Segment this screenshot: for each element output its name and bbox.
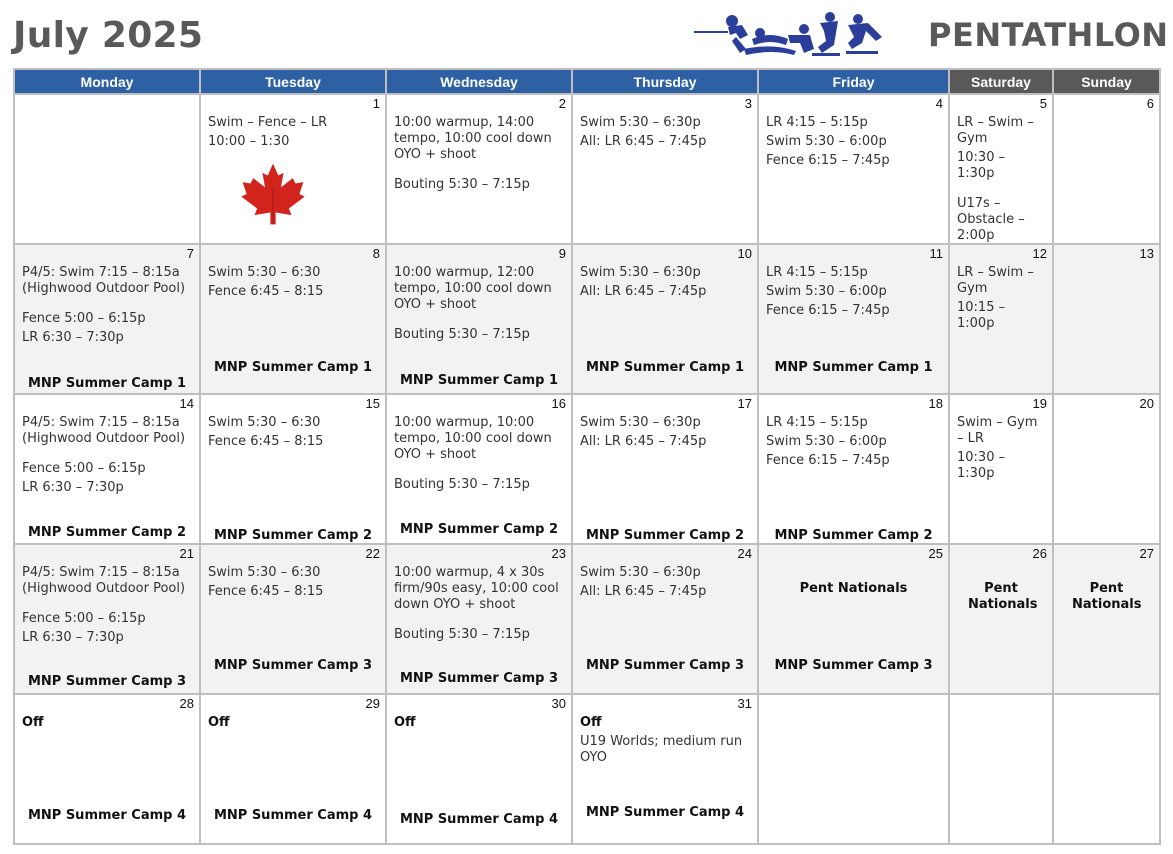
day-number: 30: [551, 696, 566, 711]
header-saturday: Saturday: [949, 69, 1053, 94]
day-number: 15: [365, 396, 380, 411]
day-number: 11: [929, 246, 943, 261]
header-monday: Monday: [14, 69, 200, 94]
event: U19 Worlds; medium run OYO: [580, 734, 743, 765]
day-number: 7: [186, 246, 194, 261]
event: LR 6:30 – 7:30p: [22, 480, 124, 495]
week-row: [14, 394, 1160, 544]
day-cell: [386, 694, 572, 844]
event: LR 6:30 – 7:30p: [22, 330, 124, 345]
week-row: [14, 94, 1160, 244]
event: Swim 5:30 – 6:00p: [766, 134, 887, 149]
event: Swim 5:30 – 6:30: [208, 565, 321, 580]
event: All: LR 6:45 – 7:45p: [580, 284, 707, 299]
day-cell: [758, 544, 949, 694]
day-cell: [758, 244, 949, 394]
event: Fence 5:00 – 6:15p: [22, 461, 146, 476]
day-cell: [386, 394, 572, 544]
event: All: LR 6:45 – 7:45p: [580, 134, 707, 149]
event: LR 6:30 – 7:30p: [22, 630, 124, 645]
event: 10:00 warmup, 12:00 tempo, 10:00 cool down OYO + shoot: [394, 265, 552, 312]
event: Bouting 5:30 – 7:15p: [394, 327, 530, 342]
event: Swim 5:30 – 6:30p: [580, 415, 701, 430]
camp-label: MNP Summer Camp 4: [399, 812, 559, 827]
day-number: 14: [179, 396, 194, 411]
camp-label: MNP Summer Camp 1: [27, 376, 187, 391]
event: Off: [394, 715, 416, 730]
event: 10:30 – 1:30p: [957, 450, 1006, 481]
day-cell: [1053, 544, 1160, 694]
event: Swim 5:30 – 6:00p: [766, 284, 887, 299]
event-highlight: Pent Nationals: [1072, 581, 1142, 612]
camp-label: MNP Summer Camp 2: [27, 525, 187, 540]
day-number: 26: [1032, 546, 1047, 561]
day-number: 3: [744, 96, 752, 111]
event: Fence 6:15 – 7:45p: [766, 303, 890, 318]
day-cell: [572, 694, 758, 844]
event: Fence 6:45 – 8:15: [208, 284, 324, 299]
event: P4/5: Swim 7:15 – 8:15a (Highwood Outdoor Pool): [22, 565, 186, 596]
day-cell: [386, 544, 572, 694]
header-sunday: Sunday: [1053, 69, 1160, 94]
camp-label: MNP Summer Camp 1: [774, 360, 933, 375]
event: P4/5: Swim 7:15 – 8:15a (Highwood Outdoor Pool): [22, 415, 186, 446]
day-cell: [949, 544, 1053, 694]
day-number: 12: [1032, 246, 1047, 261]
header-wednesday: Wednesday: [386, 69, 572, 94]
day-cell: [14, 394, 200, 544]
day-cell: [1053, 394, 1160, 544]
day-cell: [949, 94, 1053, 244]
camp-label: MNP Summer Camp 3: [213, 658, 373, 673]
brand-title: PENTATHLON: [928, 16, 1169, 54]
event: LR – Swim – Gym: [957, 115, 1034, 146]
event-highlight: Pent Nationals: [968, 581, 1038, 612]
event: Swim – Fence – LR: [208, 115, 328, 130]
day-cell: [200, 244, 386, 394]
day-number: 13: [1139, 246, 1154, 261]
week-row: [14, 244, 1160, 394]
day-number: 23: [551, 546, 566, 561]
camp-label: MNP Summer Camp 1: [213, 360, 373, 375]
camp-label: MNP Summer Camp 2: [399, 522, 559, 537]
event: Fence 5:00 – 6:15p: [22, 311, 146, 326]
day-number: 25: [928, 546, 943, 561]
event: Swim 5:30 – 6:30: [208, 415, 321, 430]
camp-label: MNP Summer Camp 4: [585, 805, 745, 820]
day-cell: [14, 544, 200, 694]
day-number: 28: [179, 696, 194, 711]
day-cell-empty: [1053, 694, 1160, 844]
event: Fence 6:15 – 7:45p: [766, 153, 890, 168]
weekday-header-row: [14, 69, 1160, 94]
day-number: 16: [551, 396, 566, 411]
event-highlight: Pent Nationals: [799, 581, 908, 596]
day-number: 4: [935, 96, 943, 111]
event: All: LR 6:45 – 7:45p: [580, 584, 707, 599]
header-tuesday: Tuesday: [200, 69, 386, 94]
event: 10:00 warmup, 10:00 tempo, 10:00 cool down OYO + shoot: [394, 415, 552, 462]
day-number: 21: [179, 546, 194, 561]
day-number: 20: [1139, 396, 1154, 411]
week-row: [14, 694, 1160, 844]
header-thursday: Thursday: [572, 69, 758, 94]
header-friday: Friday: [758, 69, 949, 94]
maple-leaf-icon: [237, 161, 309, 227]
event: Bouting 5:30 – 7:15p: [394, 477, 530, 492]
event: Swim 5:30 – 6:30p: [580, 265, 701, 280]
calendar-month-title: July 2025: [13, 15, 204, 56]
day-number: 5: [1039, 96, 1047, 111]
event: Fence 5:00 – 6:15p: [22, 611, 146, 626]
day-cell: [200, 94, 386, 244]
event: 10:00 warmup, 4 x 30s firm/90s easy, 10:00 cool down OYO + shoot: [394, 565, 559, 612]
day-cell: [758, 94, 949, 244]
event: Swim 5:30 – 6:00p: [766, 434, 887, 449]
event: LR 4:15 – 5:15p: [766, 115, 868, 130]
day-number: 29: [365, 696, 380, 711]
day-cell: [386, 94, 572, 244]
day-cell-empty: [949, 694, 1053, 844]
event: Swim 5:30 – 6:30: [208, 265, 321, 280]
camp-label: MNP Summer Camp 1: [585, 360, 745, 375]
event: Swim 5:30 – 6:30p: [580, 565, 701, 580]
event: Bouting 5:30 – 7:15p: [394, 177, 530, 192]
event: Swim 5:30 – 6:30p: [580, 115, 701, 130]
day-cell-empty: [758, 694, 949, 844]
camp-label: MNP Summer Camp 2: [585, 528, 745, 543]
event: Fence 6:15 – 7:45p: [766, 453, 890, 468]
day-number: 2: [558, 96, 566, 111]
event: 10:00 warmup, 14:00 tempo, 10:00 cool down OYO + shoot: [394, 115, 552, 162]
event: 10:15 – 1:00p: [957, 300, 1006, 331]
event: Off: [208, 715, 230, 730]
event: Bouting 5:30 – 7:15p: [394, 627, 530, 642]
calendar-grid: [13, 68, 1161, 845]
event: Off: [22, 715, 44, 730]
day-cell: [1053, 94, 1160, 244]
day-number: 8: [372, 246, 380, 261]
day-cell: [949, 244, 1053, 394]
day-cell: [14, 244, 200, 394]
camp-label: MNP Summer Camp 3: [399, 671, 559, 686]
day-number: 9: [558, 246, 566, 261]
event: P4/5: Swim 7:15 – 8:15a (Highwood Outdoor Pool): [22, 265, 186, 296]
camp-label: MNP Summer Camp 3: [774, 658, 933, 673]
day-cell: [572, 544, 758, 694]
day-number: 22: [365, 546, 380, 561]
camp-label: MNP Summer Camp 2: [213, 528, 373, 543]
day-number: 31: [737, 696, 752, 711]
event: Swim – Gym – LR: [957, 415, 1038, 446]
day-number: 19: [1032, 396, 1047, 411]
day-cell: [572, 94, 758, 244]
day-cell: [386, 244, 572, 394]
event: U17s – Obstacle – 2:00p: [957, 196, 1025, 243]
week-row: [14, 544, 1160, 694]
day-number: 1: [372, 96, 380, 111]
day-cell: [1053, 244, 1160, 394]
day-number: 6: [1146, 96, 1154, 111]
day-cell: [14, 694, 200, 844]
event: LR 4:15 – 5:15p: [766, 415, 868, 430]
event: LR 4:15 – 5:15p: [766, 265, 868, 280]
day-cell: [572, 394, 758, 544]
event: Off: [580, 715, 602, 730]
day-cell: [200, 694, 386, 844]
event: Fence 6:45 – 8:15: [208, 584, 324, 599]
camp-label: MNP Summer Camp 1: [399, 373, 559, 388]
day-cell: [200, 544, 386, 694]
event: LR – Swim – Gym: [957, 265, 1034, 296]
event: Fence 6:45 – 8:15: [208, 434, 324, 449]
camp-label: MNP Summer Camp 3: [27, 674, 187, 689]
day-number: 17: [737, 396, 752, 411]
day-cell: [758, 394, 949, 544]
day-number: 27: [1139, 546, 1154, 561]
event: 10:30 – 1:30p: [957, 150, 1006, 181]
day-number: 18: [928, 396, 943, 411]
day-cell: [949, 394, 1053, 544]
day-number: 24: [737, 546, 752, 561]
event: 10:00 – 1:30: [208, 134, 290, 149]
day-cell-empty: [14, 94, 200, 244]
day-cell: [572, 244, 758, 394]
camp-label: MNP Summer Camp 4: [213, 808, 373, 823]
camp-label: MNP Summer Camp 2: [774, 528, 933, 543]
camp-label: MNP Summer Camp 4: [27, 808, 187, 823]
day-cell: [200, 394, 386, 544]
pentathlon-logo: [692, 9, 890, 61]
camp-label: MNP Summer Camp 3: [585, 658, 745, 673]
event: All: LR 6:45 – 7:45p: [580, 434, 707, 449]
day-number: 10: [737, 246, 752, 261]
